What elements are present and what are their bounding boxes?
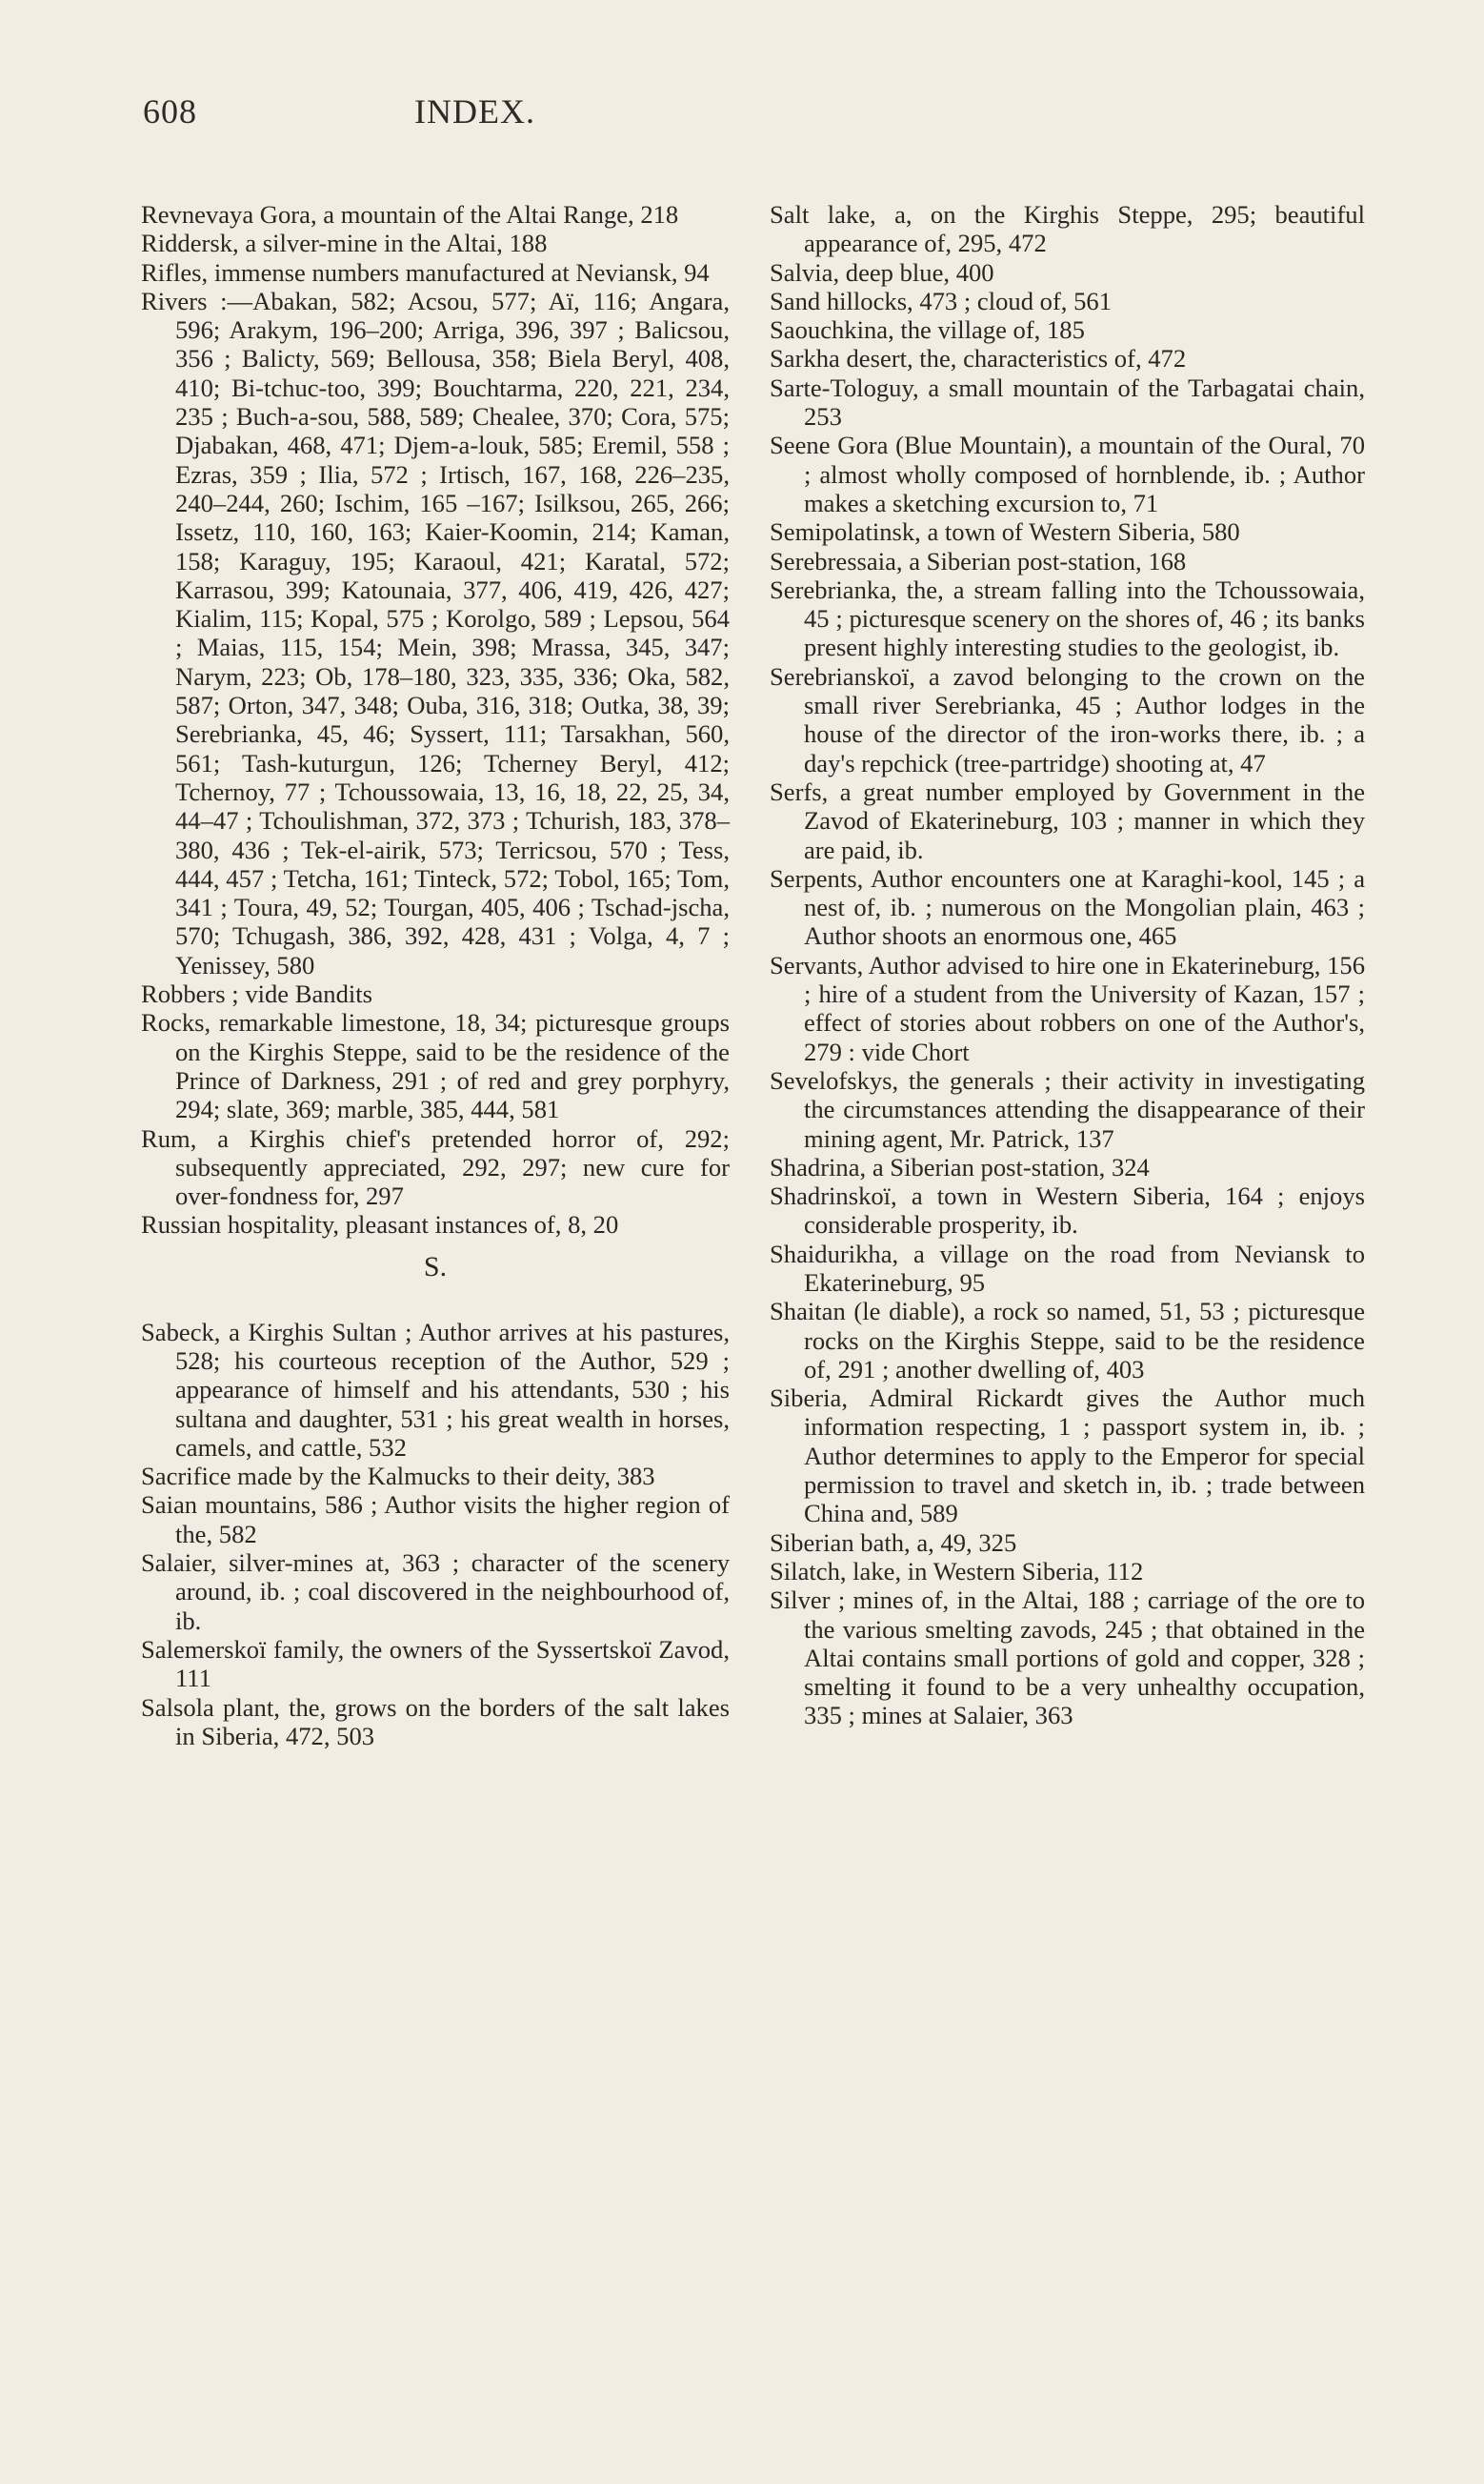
index-entry: Sand hillocks, 473 ; cloud of, 561 — [770, 286, 1112, 315]
index-entry: Saian mountains, 586 ; Author visits the higher region of the, 582 — [141, 1490, 730, 1548]
header-spacer — [752, 91, 810, 131]
section-letter: S. — [423, 1250, 448, 1282]
index-entry: Salsola plant, the, grows on the borders of the salt lakes in Siberia, 472, 503 — [141, 1692, 730, 1750]
index-entry: Shaidurikha, a village on the road from Neviansk to Ekaterineburg, 95 — [770, 1239, 1365, 1297]
index-entry: Serebrianka, the, a stream falling into the Tchoussowaia, 45 ; picturesque scenery on the shores of, 46 ; its banks present highly interesting studies to the geologist, ib. — [770, 575, 1365, 662]
index-entry: Serpents, Author encounters one at Karaghi-kool, 145 ; a nest of, ib. ; numerous on the Mongolian plain, 463 ; Author shoots an enormous one, 465 — [770, 863, 1365, 951]
index-entry: Serebressaia, a Siberian post-station, 168 — [770, 546, 1187, 576]
index-entry: Riddersk, a silver-mine in the Altai, 188 — [141, 229, 548, 258]
index-entry: Saouchkina, the village of, 185 — [770, 315, 1085, 345]
index-entry: Sarkha desert, the, characteristics of, 472 — [770, 344, 1187, 374]
index-entry: Salaier, silver-mines at, 363 ; character of the scenery around, ib. ; coal discovered in the neighbourhood of, ib. — [141, 1548, 730, 1635]
index-entry: Robbers ; vide Bandits — [141, 979, 373, 1009]
index-entry: Serfs, a great number employed by Government in the Zavod of Ekaterineburg, 103 ; manner in which they are paid, ib. — [770, 777, 1365, 864]
index-entry: Sacrifice made by the Kalmucks to their deity, 383 — [141, 1462, 655, 1491]
page-header — [143, 91, 810, 131]
index-entry: Shaitan (le diable), a rock so named, 51, 53 ; picturesque rocks on the Kirghis Steppe, said to be the residence of, 291 ; another dwelling of, 403 — [770, 1297, 1365, 1383]
index-entry: Siberian bath, a, 49, 325 — [770, 1527, 1017, 1557]
page-number: 608 — [143, 92, 197, 131]
index-entry: Rocks, remarkable limestone, 18, 34; picturesque groups on the Kirghis Steppe, said to be the residence of the Prince of Darkness, 291 ; of red and grey porphyry, 294; slate, 369; marble, 385, 444, 581 — [141, 1008, 730, 1124]
index-entry: Serebrianskoï, a zavod belonging to the crown on the small river Serebrianka, 45 ; Author lodges in the house of the director of the iron-works there, ib. ; a day's repchick (tree-partridge) shooting at, 47 — [770, 661, 1365, 778]
index-entry: Salvia, deep blue, 400 — [770, 257, 994, 287]
index-entry: Sabeck, a Kirghis Sultan ; Author arrives at his pastures, 528; his courteous reception of the Author, 529 ; appearance of himself and his attendants, 530 ; his sultana and daughter, 531 ; his great wealth in horses, camels, and cattle, 532 — [141, 1317, 730, 1462]
index-entry: Sevelofskys, the generals ; their activity in investigating the circumstances attending the disappearance of their mining agent, Mr. Patrick, 137 — [770, 1065, 1365, 1153]
index-entry: Salemerskoï family, the owners of the Syssertskoï Zavod, 111 — [141, 1634, 730, 1693]
index-column-left — [141, 200, 730, 1750]
index-entry: Seene Gora (Blue Mountain), a mountain of the Oural, 70 ; almost wholly composed of hornblende, ib. ; Author makes a sketching excursion to, 71 — [770, 431, 1365, 517]
index-entry: Rum, a Kirghis chief's pretended horror of, 292; subsequently appreciated, 292, 297; new cure for over-fondness for, 297 — [141, 1123, 730, 1211]
index-entry: Servants, Author advised to hire one in Ekaterineburg, 156 ; hire of a student from the University of Kazan, 157 ; effect of stories about robbers on one of the Author's, 279 : vide Chort — [770, 950, 1365, 1066]
index-entry: Semipolatinsk, a town of Western Siberia, 580 — [770, 517, 1240, 547]
index-entry: Rifles, immense numbers manufactured at Neviansk, 94 — [141, 257, 710, 287]
index-entry: Silatch, lake, in Western Siberia, 112 — [770, 1556, 1144, 1585]
index-entry: Salt lake, a, on the Kirghis Steppe, 295; beautiful appearance of, 295, 472 — [770, 200, 1365, 258]
index-column-right — [770, 200, 1365, 1730]
index-entry: Siberia, Admiral Rickardt gives the Author much information respecting, 1 ; passport system in, ib. ; Author determines to apply to the Emperor for special permission to travel and sketch in, ib. ; trade between China and, 589 — [770, 1383, 1365, 1528]
index-entry: Russian hospitality, pleasant instances of, 8, 20 — [141, 1210, 619, 1240]
index-entry: Rivers :—Abakan, 582; Acsou, 577; Aï, 116; Angara, 596; Arakym, 196–200; Arriga, 396, 397 ; Balicsou, 356 ; Balicty, 569; Bellousa, 358; Biela Beryl, 408, 410; Bi-tchuc-too, 399; Bouchtarma, 220, 221, 234, 235 ; Buch-a-sou, 588, 589; Chealee, 370; Cora, 575; Djabakan, 468, 471; Djem-a-louk, 585; Eremil, 558 ; Ezras, 359 ; Ilia, 572 ; Irtisch, 167, 168, 226–235, 240–244, 260; Ischim, 165 –167; Isilksou, 265, 266; Issetz, 110, 160, 163; Kaier-Koomin, 214; Kaman, 158; Karaguy, 195; Karaoul, 421; Karatal, 572; Karrasou, 399; Katounaia, 377, 406, 419, 426, 427; Kialim, 115; Kopal, 575 ; Korolgo, 589 ; Lepsou, 564 ; Maias, 115, 154; Mein, 398; Mrassa, 345, 347; Narym, 223; Ob, 178–180, 323, 335, 336; Oka, 582, 587; Orton, 347, 348; Ouba, 316, 318; Outka, 38, 39; Serebrianka, 45, 46; Syssert, 111; Tarsakhan, 560, 561; Tash-kuturgun, 126; Tcherney Beryl, 412; Tchernoy, 77 ; Tchoussowaia, 13, 16, 18, 22, 25, 34, 44–47 ; Tchoulishman, 372, 373 ; Tchurish, 183, 378–380, 436 ; Tek-el-airik, 573; Terricsou, 570 ; Tess, 444, 457 ; Tetcha, 161; Tinteck, 572; Tobol, 165; Tom, 341 ; Toura, 49, 52; Tourgan, 405, 406 ; Tschad-jscha, 570; Tchugash, 386, 392, 428, 431 ; Volga, 4, 7 ; Yenissey, 580 — [141, 286, 730, 979]
index-entry: Shadrinskoï, a town in Western Siberia, 164 ; enjoys considerable prosperity, ib. — [770, 1181, 1365, 1240]
index-entry: Silver ; mines of, in the Altai, 188 ; carriage of the ore to the various smelting zavods, 245 ; that obtained in the Altai contains small portions of gold and copper, 328 ; smelting it found to be a very unhealthy occupation, 335 ; mines at Salaier, 363 — [770, 1585, 1365, 1730]
index-entry: Sarte-Tologuy, a small mountain of the Tarbagatai chain, 253 — [770, 373, 1365, 432]
page-title: INDEX. — [414, 92, 535, 131]
index-entry: Shadrina, a Siberian post-station, 324 — [770, 1152, 1150, 1181]
index-entry: Revnevaya Gora, a mountain of the Altai Range, 218 — [141, 200, 679, 229]
